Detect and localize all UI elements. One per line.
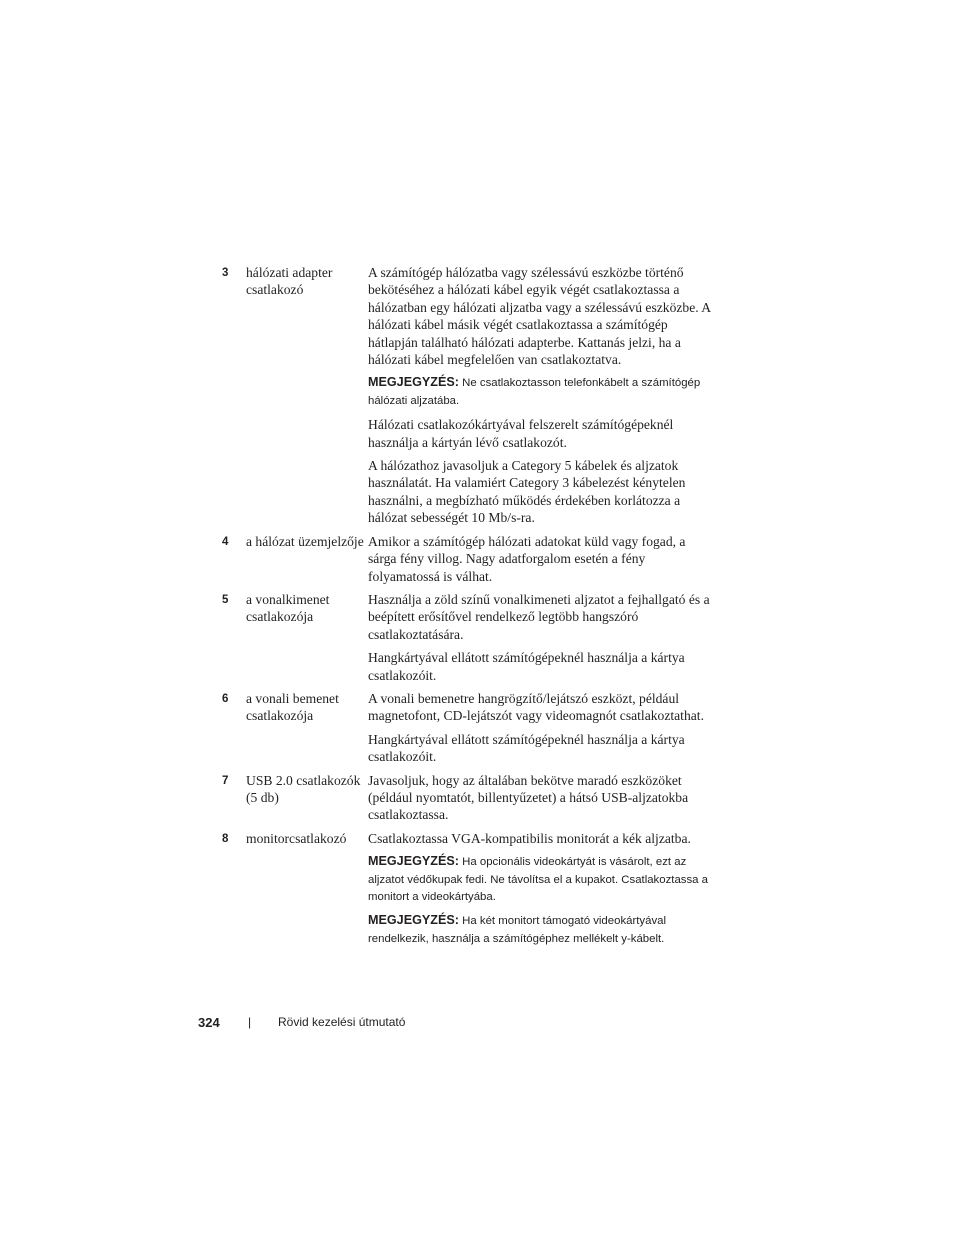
description-paragraph: Hangkártyával ellátott számítógépeknél használja a kártya csatlakozóit. xyxy=(368,650,685,683)
note-text: Ha opcionális videokártyát is vásárolt, ezt az aljzatot védőkupak fedi. Ne távolítsa el a kupakot. Csatlakoztassa a monitort a videokártyába. xyxy=(368,856,709,903)
row-number: 5 xyxy=(222,593,229,606)
description-paragraph: Csatlakoztassa VGA-kompatibilis monitorát a kék aljzatba. xyxy=(368,830,691,846)
connector-label: a hálózat üzemjelzője xyxy=(246,533,364,549)
table-row xyxy=(222,591,722,690)
table-row xyxy=(222,264,722,533)
note-paragraph xyxy=(368,853,714,906)
description-paragraph: Hálózati csatlakozókártyával felszerelt számítógépeknél használja a kártyán lévő csatlakozót. xyxy=(368,417,674,450)
row-number: 8 xyxy=(222,832,229,845)
note-text: Ha két monitort támogató videokártyával rendelkezik, használja a számítógéphez mellékelt y-kábelt. xyxy=(368,915,667,945)
note-paragraph xyxy=(368,912,714,948)
footer-separator: | xyxy=(248,1015,252,1029)
note-text: Ne csatlakoztasson telefonkábelt a számítógép hálózati aljzatába. xyxy=(368,377,701,407)
connector-label: a vonalkimenet csatlakozója xyxy=(246,591,330,625)
row-number: 7 xyxy=(222,774,229,787)
note-lead: MEGJEGYZÉS: xyxy=(368,854,459,869)
connector-description xyxy=(368,830,714,954)
connector-label: monitorcsatlakozó xyxy=(246,830,347,846)
note-lead: MEGJEGYZÉS: xyxy=(368,375,459,390)
description-paragraph: Javasoljuk, hogy az általában bekötve maradó eszközöket (például nyomtatót, billentyűzetet) a hátsó USB-aljzatokba csatlakoztassa. xyxy=(368,772,689,823)
connector-table xyxy=(222,264,722,954)
row-number: 6 xyxy=(222,692,229,705)
page-number: 324 xyxy=(198,1015,220,1030)
connector-label: a vonali bemenet csatlakozója xyxy=(246,690,339,724)
table-row xyxy=(222,533,722,591)
note-paragraph xyxy=(368,374,714,410)
row-number: 3 xyxy=(222,267,229,279)
connector-description xyxy=(368,264,714,533)
table-row xyxy=(222,690,722,772)
description-paragraph: A vonali bemenetre hangrögzítő/lejátszó eszközt, például magnetofont, CD-lejátszót vagy videomagnót csatlakoztathat. xyxy=(368,690,704,724)
row-number: 4 xyxy=(222,535,229,548)
description-paragraph: Használja a zöld színű vonalkimeneti aljzatot a fejhallgató és a beépített erősítővel rendelkező legtöbb hangszóró csatlakoztatására. xyxy=(368,591,710,642)
connector-description xyxy=(368,591,714,690)
table-row xyxy=(222,830,722,954)
description-paragraph: Hangkártyával ellátott számítógépeknél használja a kártya csatlakozóit. xyxy=(368,731,685,765)
connector-description xyxy=(368,772,714,830)
description-paragraph: A számítógép hálózatba vagy szélessávú eszközbe történő bekötéséhez a hálózati kábel egyik végét csatlakoztassa a hálózatban egy hálózati aljzatba vagy a szélessávú eszközbe. A hálózati kábel másik végét csatlakoztassa a számítógép hátlapján található hálózati adapterbe. Kattanás jelzi, ha a hálózati kábel megfelelően van csatlakoztatva. xyxy=(368,265,711,368)
note-lead: MEGJEGYZÉS: xyxy=(368,913,459,928)
description-paragraph: Amikor a számítógép hálózati adatokat küld vagy fogad, a sárga fény villog. Nagy adatforgalom esetén a fény folyamatossá is válhat. xyxy=(368,533,686,584)
connector-label: USB 2.0 csatlakozók (5 db) xyxy=(246,772,361,805)
connector-description xyxy=(368,690,714,772)
connector-description xyxy=(368,533,714,591)
description-paragraph: A hálózathoz javasoljuk a Category 5 kábelek és aljzatok használatát. Ha valamiért Category 3 kábelezést kénytelen használni, a megbízható működés érdekében korlátozza a hálózat sebességét 10 Mb/s-ra. xyxy=(368,458,686,526)
table-row xyxy=(222,772,722,830)
connector-label: hálózati adapter csatlakozó xyxy=(246,265,333,298)
book-title: Rövid kezelési útmutató xyxy=(278,1015,406,1029)
